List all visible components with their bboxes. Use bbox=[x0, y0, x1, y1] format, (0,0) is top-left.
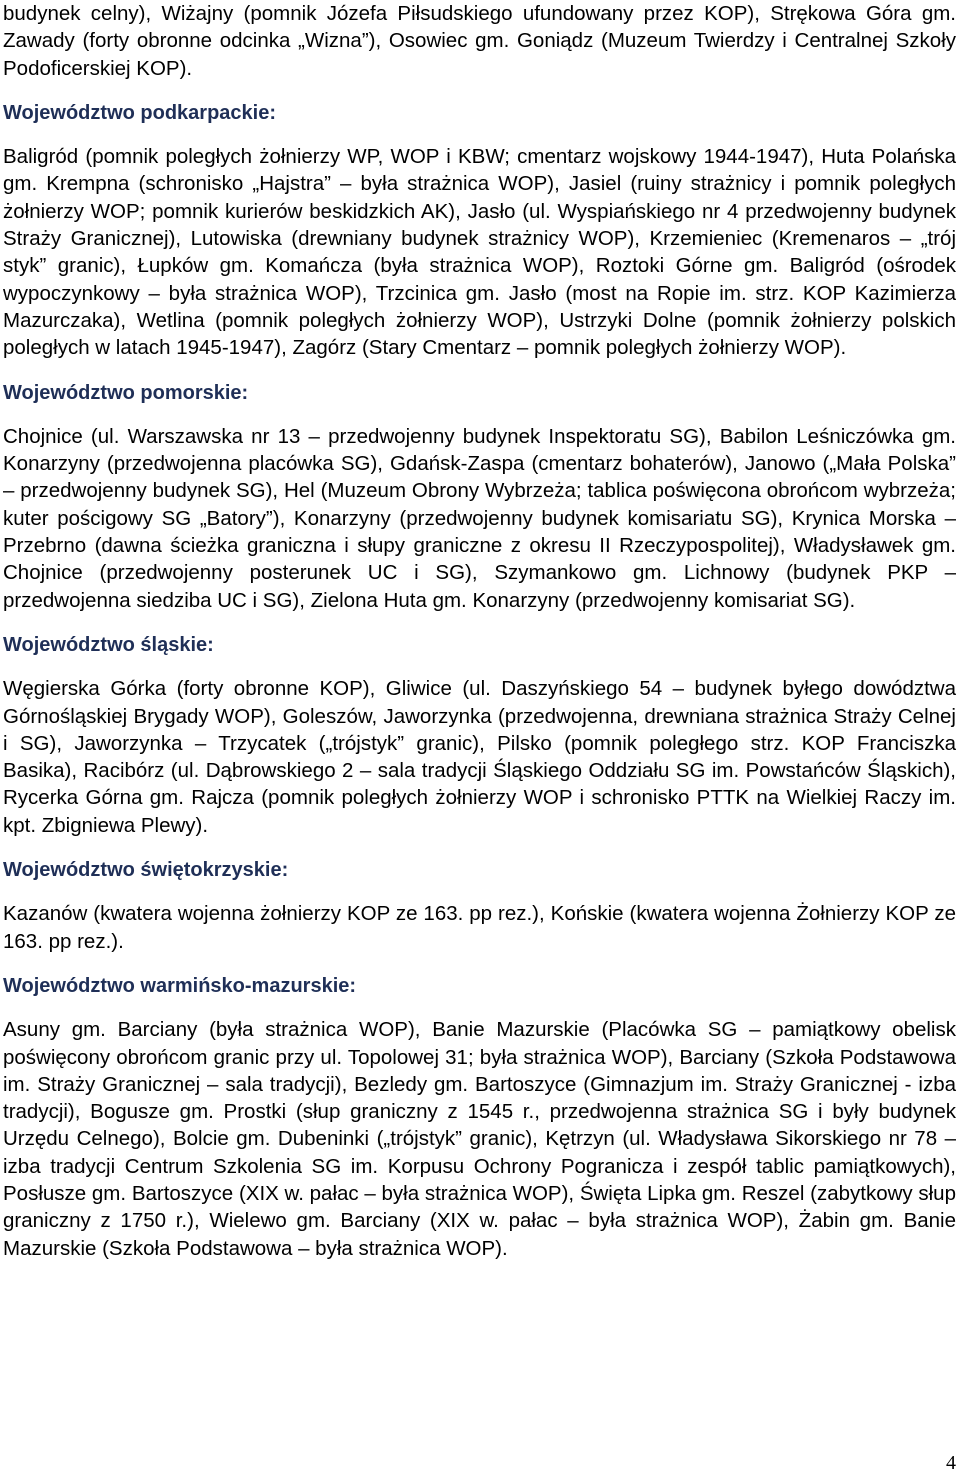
heading-pomorskie: Województwo pomorskie: bbox=[3, 381, 249, 404]
heading-warminsko-mazurskie: Województwo warmińsko-mazurskie: bbox=[3, 974, 357, 997]
paragraph-podkarpackie: Baligród (pomnik poległych żołnierzy WP, WOP i KBW; cmentarz wojskowy 1944-1947), Huta Polańska gm. Krempna (schronisko „Hajstra” – była strażnica WOP), Jasiel (ruiny strażnicy i pomnik poległych żołnierzy WOP; pomnik kurierów beskidzkich AK), Jasło (ul. Wyspiańskiego nr 4 przedwojenny budynek Straży Granicznej), Lutowiska (drewniany budynek strażnicy WOP), Krzemieniec (Kremenaros – „trój styk” granic), Łupków gm. Komańcza (była strażnica WOP), Roztoki Górne gm. Baligród (ośrodek wypoczynkowy – była strażnica WOP), Trzcinica gm. Jasło (most na Ropie im. strz. KOP Kazimierza Mazurczaka), Wetlina (pomnik poległych żołnierzy WOP), Ustrzyki Dolne (pomnik żołnierzy polskich poległych w latach 1945-1947), Zagórz (Stary Cmentarz – pomnik poległych żołnierzy WOP). bbox=[3, 145, 956, 360]
heading-swietokrzyskie: Województwo świętokrzyskie: bbox=[3, 859, 289, 882]
paragraph-podlaskie-continued: budynek celny), Wiżajny (pomnik Józefa Piłsudskiego ufundowany przez KOP), Strękowa Góra gm. Zawady (forty obronne odcinka „Wizna”), Osowiec gm. Goniądz (Muzeum Twierdzy i Centralnej Szkoły Podoficerskiej KOP). bbox=[3, 2, 956, 80]
paragraph-swietokrzyskie: Kazanów (kwatera wojenna żołnierzy KOP ze 163. pp rez.), Końskie (kwatera wojenna Żołnierzy KOP ze 163. pp rez.). bbox=[3, 902, 956, 953]
heading-podkarpackie: Województwo podkarpackie: bbox=[3, 101, 276, 124]
document-page bbox=[3, 0, 956, 1262]
paragraph-slaskie: Węgierska Górka (forty obronne KOP), Gliwice (ul. Daszyńskiego 54 – budynek byłego dowództwa Górnośląskiej Brygady WOP), Goleszów, Jaworzynka (przedwojenna, drewniana strażnica Straży Celnej i SG), Jaworzynka – Trzycatek („trójstyk” granic), Pilsko (pomnik poległego strz. KOP Franciszka Basika), Racibórz (ul. Dąbrowskiego 2 – sala tradycji Śląskiego Oddziału SG im. Powstańców Śląskich), Rycerka Górna gm. Rajcza (pomnik poległych żołnierzy WOP i schronisko PTTK na Wielkiej Raczy im. kpt. Zbigniewa Plewy). bbox=[3, 677, 956, 837]
paragraph-warminsko-mazurskie: Asuny gm. Barciany (była strażnica WOP), Banie Mazurskie (Placówka SG – pamiątkowy obelisk poświęcony obrońcom granic przy ul. Topolowej 31; była strażnica WOP), Barciany (Szkoła Podstawowa im. Straży Granicznej – sala tradycji), Bezledy gm. Bartoszyce (Gimnazjum im. Straży Granicznej - izba tradycji), Bogusze gm. Prostki (słup graniczny z 1545 r., przedwojenna strażnica SG i były budynek Urzędu Celnego), Bolcie gm. Dubeninki („trójstyk” granic), Kętrzyn (ul. Władysława Sikorskiego nr 78 – izba tradycji Centrum Szkolenia SG im. Korpusu Ochrony Pogranicza i zespół tablic pamiątkowych), Posłusze gm. Bartoszyce (XIX w. pałac – była strażnica WOP), Święta Lipka gm. Reszel (zabytkowy słup graniczny z 1750 r.), Wielewo gm. Barciany (XIX w. pałac – była strażnica WOP), Żabin gm. Banie Mazurskie (Szkoła Podstawowa – była strażnica WOP). bbox=[3, 1018, 956, 1260]
heading-slaskie: Województwo śląskie: bbox=[3, 633, 214, 656]
page-number: 4 bbox=[946, 1452, 956, 1474]
paragraph-pomorskie: Chojnice (ul. Warszawska nr 13 – przedwojenny budynek Inspektoratu SG), Babilon Leśniczówka gm. Konarzyny (przedwojenna placówka SG), Gdańsk-Zaspa (cmentarz bohaterów), Janowo („Mała Polska” – przedwojenny budynek SG), Hel (Muzeum Obrony Wybrzeża; tablica poświęcona obrońcom wybrzeża; kuter pościgowy SG „Batory”), Konarzyny (przedwojenny budynek komisariatu SG), Krynica Morska – Przebrno (dawna ścieżka graniczna i słupy graniczne z okresu II Rzeczypospolitej), Władysławek gm. Chojnice (przedwojenny posterunek UC i SG), Szymankowo gm. Lichnowy (budynek PKP – przedwojenna siedziba UC i SG), Zielona Huta gm. Konarzyny (przedwojenny komisariat SG). bbox=[3, 424, 956, 612]
